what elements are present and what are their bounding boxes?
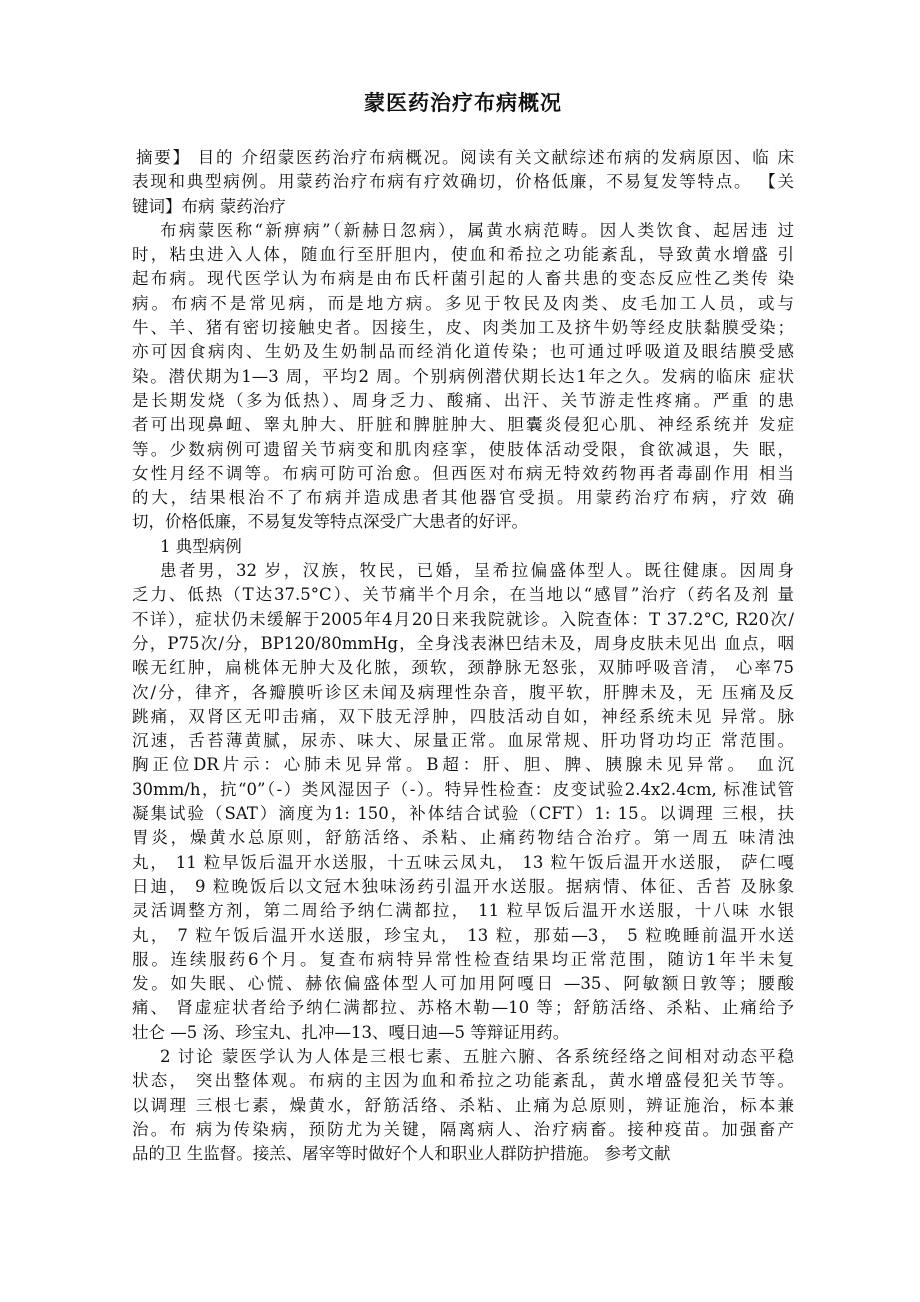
text-line: 胃炎，燥黄水总原则，舒筋活络、杀粘、止痛药物结合治疗。第一周五 味清浊 bbox=[132, 828, 794, 848]
text-line: 等。少数病例可遗留关节病变和肌肉痉挛，使肢体活动受限，食欲减退，失 眠， bbox=[132, 439, 794, 459]
text-line: 1 典型病例 bbox=[160, 536, 242, 556]
text-line: 患者男，32 岁，汉族，牧民，已婚，呈希拉偏盛体型人。既往健康。因周身 bbox=[160, 561, 794, 581]
page-title: 蒙医药治疗布病概况 bbox=[364, 91, 562, 115]
text-line: 次/分，律齐，各瓣膜听诊区未闻及病理性杂音，腹平软，肝脾未及，无 压痛及反 bbox=[132, 682, 794, 702]
text-line: 日迪， 9 粒晚饭后以文冠木独味汤药引温开水送服。据病情、体征、舌苔 及脉象 bbox=[132, 876, 794, 896]
text-line: 品的卫 生监督。接羔、屠宰等时做好个人和职业人群防护措施。 参考文献 bbox=[132, 1144, 671, 1164]
text-line: 痛、 肾虚症状者给予纳仁满都拉、苏格木勒—10 等；舒筋活络、杀粘、止痛给予 bbox=[132, 998, 794, 1018]
text-line: 乏力、低热（T达37.5°C）、关节痛半个月余，在当地以“感冒”治疗（药名及剂 量 bbox=[132, 585, 794, 605]
text-line: 发。如失眠、心慌、赫依偏盛体型人可加用阿嘎日 —35、阿敏额日敦等；腰酸 bbox=[132, 974, 794, 994]
text-line: 治。布 病为传染病，预防尤为关键，隔离病人、治疗病畜。接种疫苗。加强畜产 bbox=[132, 1119, 794, 1139]
text-line: 时，粘虫进入人体，随血行至肝胆内，使血和希拉之功能紊乱，导致黄水增盛 引 bbox=[132, 245, 794, 265]
text-line: 病。布病不是常见病，而是地方病。多见于牧民及肉类、皮毛加工人员，或与 bbox=[132, 293, 794, 313]
text-line: 亦可因食病肉、生奶及生奶制品而经消化道传染；也可通过呼吸道及眼结膜受感 bbox=[132, 342, 794, 362]
text-line: 摘要】 目的 介绍蒙医药治疗布病概况。阅读有关文献综述布病的发病原因、临 床 bbox=[136, 148, 794, 167]
text-line: 丸， 11 粒早饭后温开水送服，十五味云凤丸， 13 粒午饭后温开水送服， 萨仁嘎 bbox=[132, 852, 794, 872]
text-line: 状态， 突出整体观。布病的主因为血和希拉之功能紊乱，黄水增盛侵犯关节等。 bbox=[132, 1071, 794, 1091]
document-body bbox=[132, 146, 794, 1166]
text-line: 壮仑 —5 汤、珍宝丸、扎冲—13、嘎日迪—5 等辩证用药。 bbox=[132, 1022, 570, 1042]
text-line: 键词】布病 蒙药治疗 bbox=[132, 196, 286, 216]
text-line: 灵活调整方剂，第二周给予纳仁满都拉， 11 粒早饭后温开水送服，十八味 水银 bbox=[132, 901, 794, 921]
text-line: 的大，结果根治不了布病并造成患者其他器官受损。用蒙药治疗布病，疗效 确 bbox=[132, 488, 794, 508]
text-line: 切，价格低廉，不易复发等特点深受广大患者的好评。 bbox=[132, 512, 528, 532]
text-line: 分，P75次/分，BP120/80mmHg，全身浅表淋巴结未及，周身皮肤未见出 血点，咽 bbox=[132, 633, 794, 653]
text-line: 胸正位DR片示：心肺未见异常。B超：肝、胆、脾、胰腺未见异常。 血沉 bbox=[132, 755, 794, 775]
text-line: 喉无红肿，扁桃体无肿大及化脓，颈软，颈静脉无怒张，双肺呼吸音清， 心率75 bbox=[132, 658, 794, 678]
text-line: 染。潜伏期为1—3 周，平均2 周。个别病例潜伏期长达1年之久。发病的临床 症状 bbox=[132, 366, 794, 386]
text-line: 跳痛，双肾区无叩击痛，双下肢无浮肿，四肢活动自如，神经系统未见 异常。脉 bbox=[132, 706, 794, 726]
text-line: 凝集试验（SAT）滴度为1: 150，补体结合试验（CFT）1: 15。以调理 三根，扶 bbox=[132, 804, 794, 824]
text-line: 沉速，舌苔薄黄腻，尿赤、味大、尿量正常。血尿常规、肝功肾功均正 常范围。 bbox=[132, 731, 794, 751]
text-line: 以调理 三根七素，燥黄水，舒筋活络、杀粘、止痛为总原则，辨证施治，标本兼 bbox=[132, 1095, 794, 1115]
text-line: 不详），症状仍未缓解于2005年4月20日来我院就诊。入院查体：T 37.2°C, R20次/ bbox=[132, 609, 794, 629]
text-line: 30mm/h，抗“0”（-）类风湿因子（-）。特异性检查：皮变试验2.4x2.4cm, 标准试管 bbox=[132, 779, 794, 799]
text-line: 表现和典型病例。用蒙药治疗布病有疗效确切，价格低廉，不易复发等特点。 【关 bbox=[132, 172, 794, 192]
text-line: 丸， 7 粒午饭后温开水送服，珍宝丸， 13 粒，那茹—3， 5 粒晚睡前温开水送 bbox=[132, 925, 794, 945]
text-line: 牛、羊、猪有密切接触史者。因接生，皮、肉类加工及挤牛奶等经皮肤黏膜受染； bbox=[132, 318, 794, 338]
text-line: 是长期发烧（多为低热）、周身乏力、酸痛、出汗、关节游走性疼痛。严重 的患 bbox=[132, 390, 794, 410]
text-line: 女性月经不调等。布病可防可治愈。但西医对布病无特效药物再者毒副作用 相当 bbox=[132, 463, 794, 483]
text-line: 2 讨论 蒙医学认为人体是三根七素、五脏六腑、各系统经络之间相对动态平稳 bbox=[160, 1046, 794, 1066]
text-line: 者可出现鼻衄、睾丸肿大、肝脏和脾脏肿大、胆囊炎侵犯心肌、神经系统并 发症 bbox=[132, 415, 794, 435]
text-line: 起布病。现代医学认为布病是由布氏杆菌引起的人畜共患的变态反应性乙类传 染 bbox=[132, 269, 794, 289]
text-line: 服。连续服药6个月。复查布病特异常性检查结果均正常范围，随访1年半未复 bbox=[132, 949, 794, 969]
text-line: 布病蒙医称“新痹病”（新赫日忽病），属黄水病范畴。因人类饮食、起居违 过 bbox=[160, 220, 794, 240]
